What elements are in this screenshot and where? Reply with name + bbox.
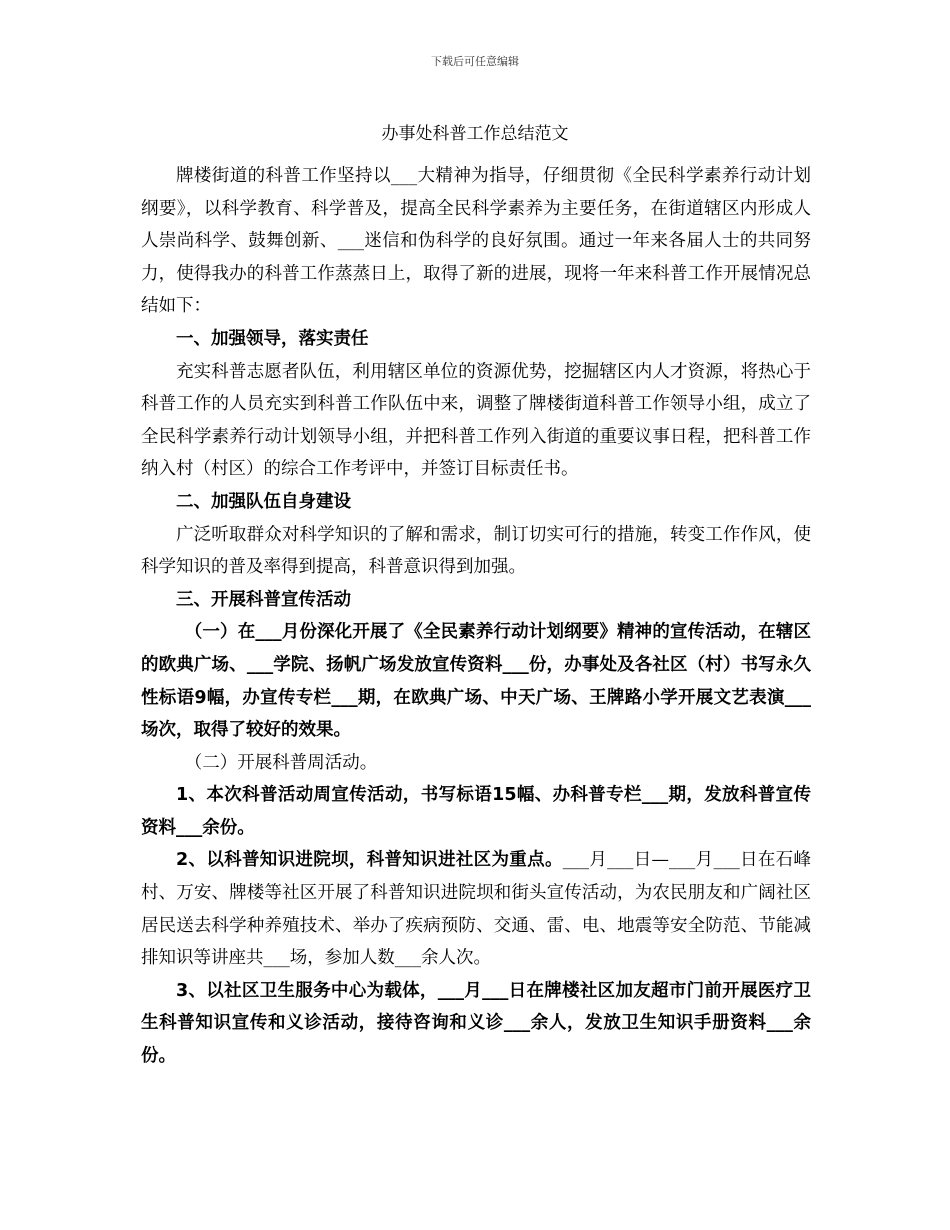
subsection-heading-2: （二）开展科普周活动。 [184,752,378,773]
section-heading-2: 二、加强队伍自身建设 [176,491,351,512]
section-paragraph-3: （一）在___月份深化开展了《全民素养行动计划纲要》精神的宣传活动，在辖区的欧典广场、___学院、扬帆广场发放宣传资料___份，办事处及各社区（村）书写永久性标语9幅，办宣传专栏___期，在欧典广场、中天广场、王牌路小学开展文艺表演___场次，取得了较好的效果。 [141,622,811,741]
list-item-3: 3、以社区卫生服务中心为载体，___月___日在牌楼社区加友超市门前开展医疗卫生科普知识宣传和义诊活动，接待咨询和义诊___余人，发放卫生知识手册资料___余份。 [141,980,811,1067]
section-heading-1: 一、加强领导，落实责任 [176,328,369,349]
list-item-2 [141,844,811,974]
list-item-2-lead: 2、以科普知识进院坝，科普知识进社区为重点。 [176,850,563,871]
document-title: 办事处科普工作总结范文 [381,124,569,144]
section-paragraph-1: 充实科普志愿者队伍，利用辖区单位的资源优势，挖掘辖区内人才资源，将热心于科普工作的人员充实到科普工作队伍中来，调整了牌楼街道科普工作领导小组，成立了全民科学素养行动计划领导小组，并把科普工作列入街道的重要议事日程，把科普工作纳入村（村区）的综合工作考评中，并签订目标责任书。 [141,361,811,480]
list-item-2-text: ___月___日—___月___日在石峰村、万安、牌楼等社区开展了科普知识进院坝和街头宣传活动，为农民朋友和广阔社区居民送去科学种养殖技术、举办了疾病预防、交通、雷、电、地震等安全防范、节能减排知识等讲座共___场，参加人数___余人次。 [141,850,811,969]
section-paragraph-2: 广泛听取群众对科学知识的了解和需求，制订切实可行的措施，转变工作作风，使科学知识的普及率得到提高，科普意识得到加强。 [141,524,811,578]
section-heading-3: 三、开展科普宣传活动 [176,589,351,610]
intro-paragraph: 牌楼街道的科普工作坚持以___大精神为指导，仔细贯彻《全民科学素养行动计划纲要》，以科学教育、科学普及，提高全民科学素养为主要任务，在街道辖区内形成人人崇尚科学、鼓舞创新、___迷信和伪科学的良好氛围。通过一年来各届人士的共同努力，使得我办的科普工作蒸蒸日上，取得了新的进展，现将一年来科普工作开展情况总结如下： [141,166,811,317]
header-note: 下载后可任意编辑 [431,55,519,68]
list-item-1: 1、本次科普活动周宣传活动，书写标语15幅、办科普专栏___期，发放科普宣传资料___余份。 [141,785,811,838]
document-body [141,160,811,1073]
